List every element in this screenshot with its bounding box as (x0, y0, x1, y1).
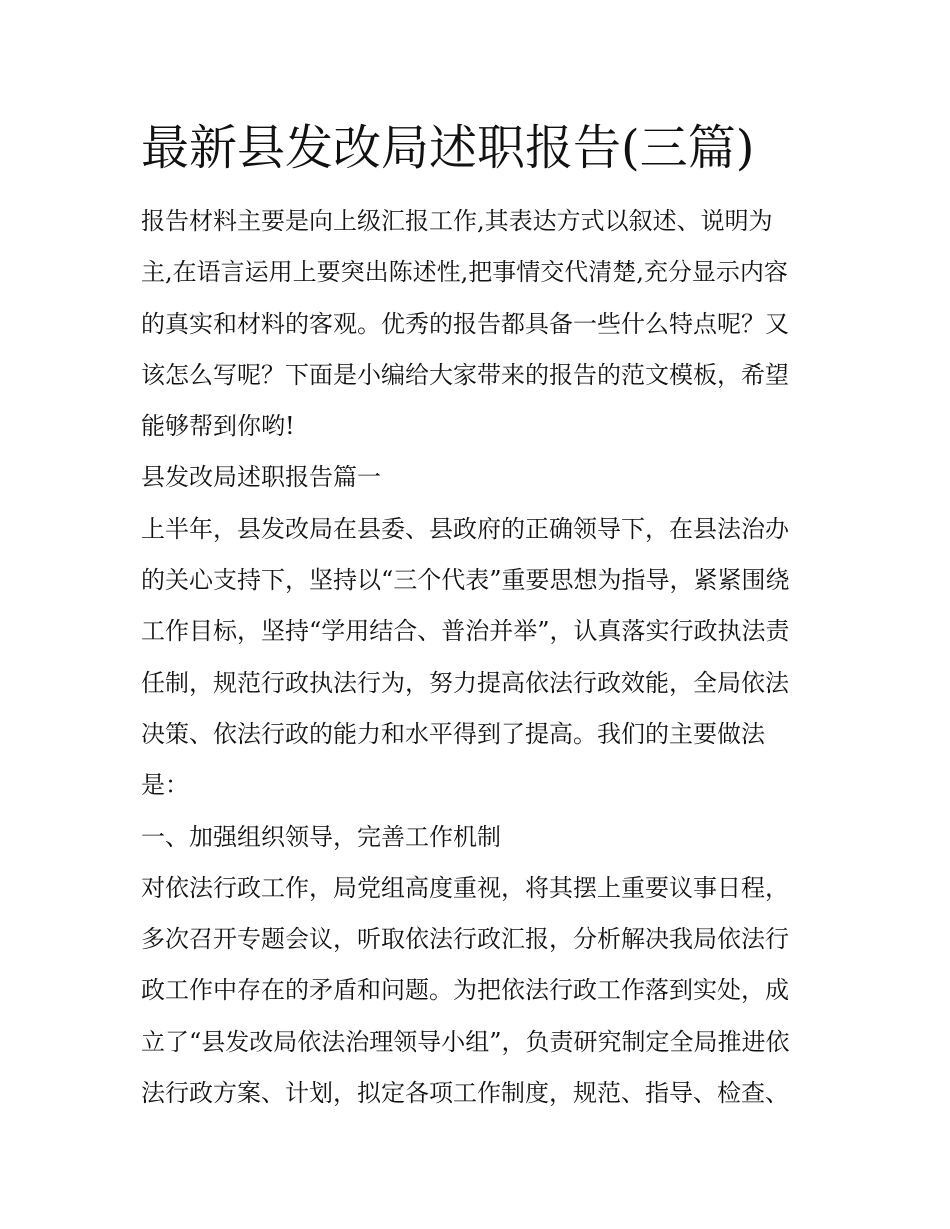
text-line: 的真实和材料的客观。优秀的报告都具备一些什么特点呢？又 (141, 309, 789, 338)
text-line: 是： (141, 771, 189, 800)
text-line: 决策、依法行政的能力和水平得到了提高。我们的主要做法 (141, 719, 765, 748)
text-line: 多次召开专题会议，听取依法行政汇报，分析解决我局依法行 (141, 925, 789, 954)
text-line: 立了“县发改局依法治理领导小组”，负责研究制定全局推进依 (141, 1027, 790, 1056)
text-line: 主,在语言运用上要突出陈述性,把事情交代清楚,充分显示内容 (141, 258, 788, 287)
subsection-heading: 一、加强组织领导，完善工作机制 (141, 822, 501, 851)
text-line: 工作目标，坚持“学用结合、普治并举”，认真落实行政执法责 (141, 617, 790, 646)
text-line: 该怎么写呢？下面是小编给大家带来的报告的范文模板，希望 (141, 360, 789, 389)
text-line: 对依法行政工作，局党组高度重视，将其摆上重要议事日程， (141, 873, 789, 902)
document-title: 最新县发改局述职报告(三篇) (141, 120, 755, 176)
text-line: 报告材料主要是向上级汇报工作,其表达方式以叙述、说明为 (141, 207, 773, 235)
text-line: 任制，规范行政执法行为，努力提高依法行政效能，全局依法 (141, 668, 789, 697)
section-heading: 县发改局述职报告篇一 (141, 463, 381, 492)
text-line: 上半年，县发改局在县委、县政府的正确领导下，在县法治办 (141, 514, 789, 543)
document-body (141, 112, 811, 1119)
text-line: 的关心支持下，坚持以“三个代表”重要思想为指导，紧紧围绕 (141, 566, 790, 595)
text-line: 政工作中存在的矛盾和问题。为把依法行政工作落到实处，成 (141, 976, 789, 1005)
text-line: 能够帮到你哟! (141, 412, 295, 441)
text-line: 法行政方案、计划，拟定各项工作制度，规范、指导、检查、 (141, 1079, 789, 1108)
